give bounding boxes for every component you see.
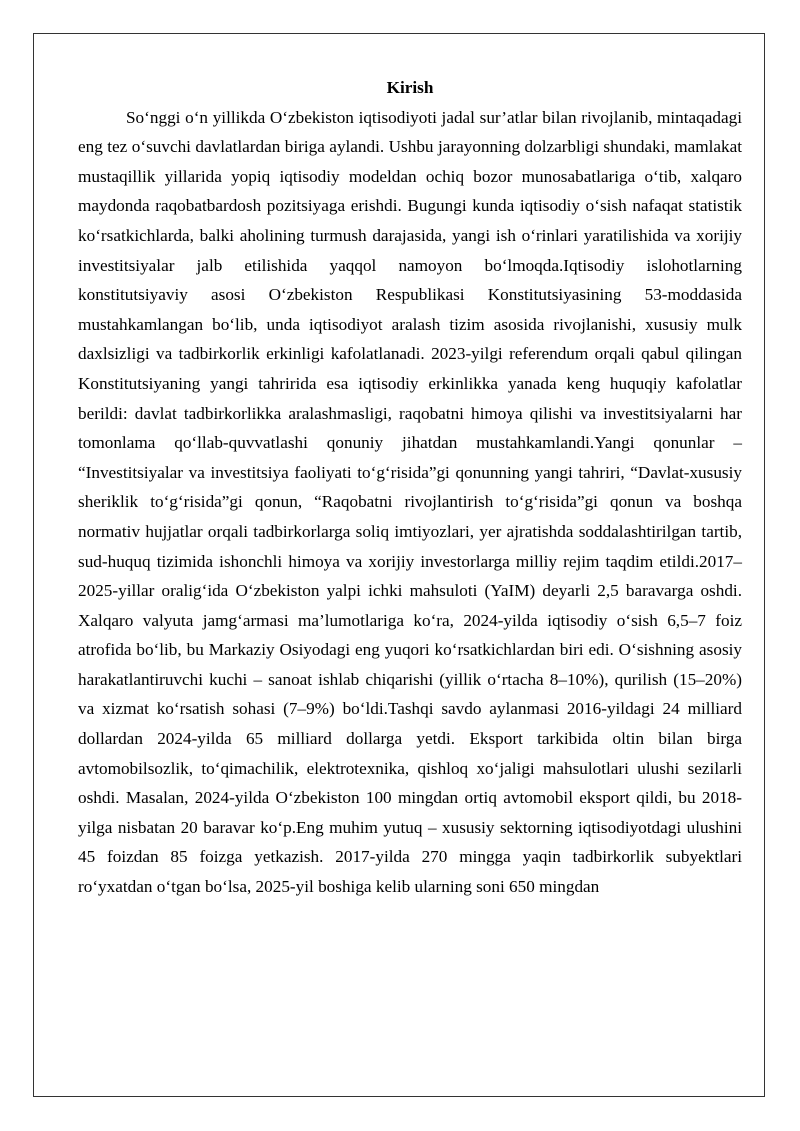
page-content <box>78 73 742 902</box>
section-title: Kirish <box>386 78 434 97</box>
document-page <box>33 33 765 1097</box>
body-paragraph: So‘nggi o‘n yillikda O‘zbekiston iqtisodiyoti jadal sur’atlar bilan rivojlanib, mintaqadagi eng tez o‘suvchi davlatlardan biriga aylandi. Ushbu jarayonning dolzarbligi shundaki, mamlakat mustaqillik yillarida yopiq iqtisodiy modeldan ochiq bozor munosabatlariga o‘tib, xalqaro maydonda raqobatbardosh pozitsiyaga erishdi. Bugungi kunda iqtisodiy o‘sish nafaqat statistik ko‘rsatkichlarda, balki aholining turmush darajasida, yangi ish o‘rinlari yaratilishida va xorijiy investitsiyalar jalb etilishida yaqqol namoyon bo‘lmoqda.Iqtisodiy islohotlarning konstitutsiyaviy asosi O‘zbekiston Respublikasi Konstitutsiyasining 53-moddasida mustahkamlangan bo‘lib, unda iqtisodiyot aralash tizim asosida rivojlanishi, xususiy mulk daxlsizligi va tadbirkorlik erkinligi kafolatlanadi. 2023-yilgi referendum orqali qabul qilingan Konstitutsiyaning yangi tahririda esa iqtisodiy erkinlikka yanada keng huquqiy kafolatlar berildi: davlat tadbirkorlikka aralashmasligi, raqobatni himoya qilishi va investitsiyalarni har tomonlama qo‘llab-quvvatlashi qonuniy jihatdan mustahkamlandi.Yangi qonunlar – “Investitsiyalar va investitsiya faoliyati to‘g‘risida”gi qonunning yangi tahriri, “Davlat-xususiy sheriklik to‘g‘risida”gi qonun, “Raqobatni rivojlantirish to‘g‘risida”gi qonun va boshqa normativ hujjatlar orqali tadbirkorlarga soliq imtiyozlari, yer ajratishda soddalashtirilgan tartib, sud-huquq tizimida ishonchli himoya va xorijiy investorlarga milliy rejim taqdim etildi.2017–2025-yillar oralig‘ida O‘zbekiston yalpi ichki mahsuloti (YaIM) deyarli 2,5 baravarga oshdi. Xalqaro valyuta jamg‘armasi ma’lumotlariga ko‘ra, 2024-yilda iqtisodiy o‘sish 6,5–7 foiz atrofida bo‘lib, bu Markaziy Osiyodagi eng yuqori ko‘rsatkichlardan biri edi. O‘sishning asosiy harakatlantiruvchi kuchi – sanoat ishlab chiqarishi (yillik o‘rtacha 8–10%), qurilish (15–20%) va xizmat ko‘rsatish sohasi (7–9%) bo‘ldi.Tashqi savdo aylanmasi 2016-yildagi 24 milliard dollardan 2024-yilda 65 milliard dollarga yetdi. Eksport tarkibida oltin bilan birga avtomobilsozlik, to‘qimachilik, elektrotexnika, qishloq xo‘jaligi mahsulotlari ulushi sezilarli oshdi. Masalan, 2024-yilda O‘zbekiston 100 mingdan ortiq avtomobil eksport qildi, bu 2018-yilga nisbatan 20 baravar ko‘p.Eng muhim yutuq – xususiy sektorning iqtisodiyotdagi ulushini 45 foizdan 85 foizga yetkazish. 2017-yilda 270 mingga yaqin tadbirkorlik subyektlari ro‘yxatdan o‘tgan bo‘lsa, 2025-yil boshiga kelib ularning soni 650 mingdan <box>78 107 742 897</box>
